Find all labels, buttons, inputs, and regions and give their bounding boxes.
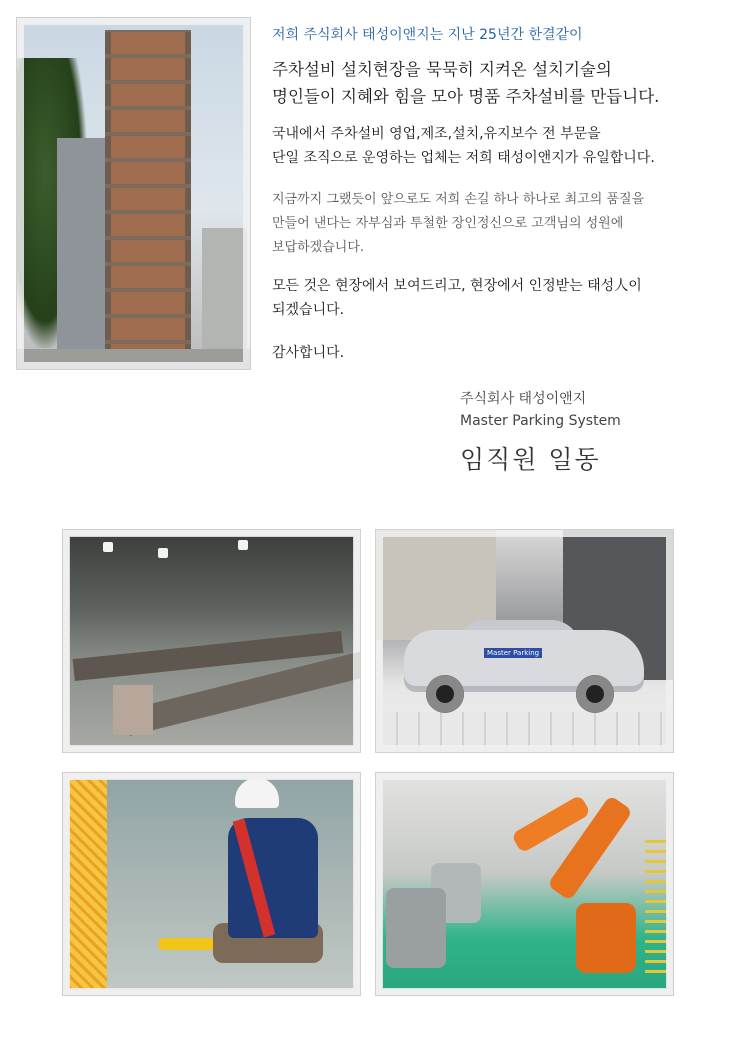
metal-drum (386, 888, 446, 968)
ceiling-light (158, 548, 168, 558)
yellow-cage (69, 779, 107, 989)
parking-tower-photo (17, 18, 250, 369)
robot-arm-factory-photo (376, 773, 673, 995)
paragraph-line: 보답하겠습니다. (272, 240, 365, 255)
ceiling-light (103, 542, 113, 552)
intro-highlight: 저희 주식회사 태성이앤지는 지난 25년간 한결같이 (272, 27, 583, 43)
service-car-photo (376, 530, 673, 752)
signature-english-name: Master Parking System (460, 413, 621, 429)
lead-line: 명인들이 지혜와 힘을 모아 명품 주차설비를 만듭니다. (272, 87, 660, 106)
paragraph-line: 단일 조직으로 운영하는 업체는 저희 태성이앤지가 유일합니다. (272, 150, 655, 166)
steel-tower-frame (105, 30, 191, 366)
technician-installation-photo (63, 773, 360, 995)
steel-plate (113, 685, 153, 735)
paragraph-field-promise (272, 274, 642, 322)
paragraph-unique-company (272, 122, 655, 170)
safety-fence (645, 833, 667, 973)
robot-base (576, 903, 636, 973)
paragraph-line: 되겠습니다. (272, 302, 345, 318)
paragraph-line: 지금까지 그랬듯이 앞으로도 저희 손길 하나 하나로 최고의 품질을 (272, 192, 645, 207)
signature-company: 주식회사 태성이앤지 (460, 391, 587, 407)
paragraph-craftsmanship (272, 188, 644, 260)
lead-statement (272, 56, 659, 110)
factory-welding-photo (63, 530, 360, 752)
car-wheel (576, 675, 614, 713)
paragraph-line: 만들어 낸다는 자부심과 투철한 장인정신으로 고객님의 성원에 (272, 216, 624, 231)
ceiling-light (238, 540, 248, 550)
paved-floor (376, 712, 673, 752)
paragraph-line: 모든 것은 현장에서 보여드리고, 현장에서 인정받는 태성人이 (272, 278, 642, 294)
building-right (202, 228, 247, 368)
ground (17, 349, 250, 369)
paragraph-line: 국내에서 주차설비 영업,제조,설치,유지보수 전 부문을 (272, 126, 601, 142)
thanks-text: 감사합니다. (272, 345, 345, 361)
signature-staff: 임직원 일동 (460, 445, 601, 474)
hard-hat (235, 778, 279, 808)
car-sticker: Master Parking (484, 648, 542, 658)
car-wheel (426, 675, 464, 713)
lead-line: 주차설비 설치현장을 묵묵히 지켜온 설치기술의 (272, 60, 612, 79)
